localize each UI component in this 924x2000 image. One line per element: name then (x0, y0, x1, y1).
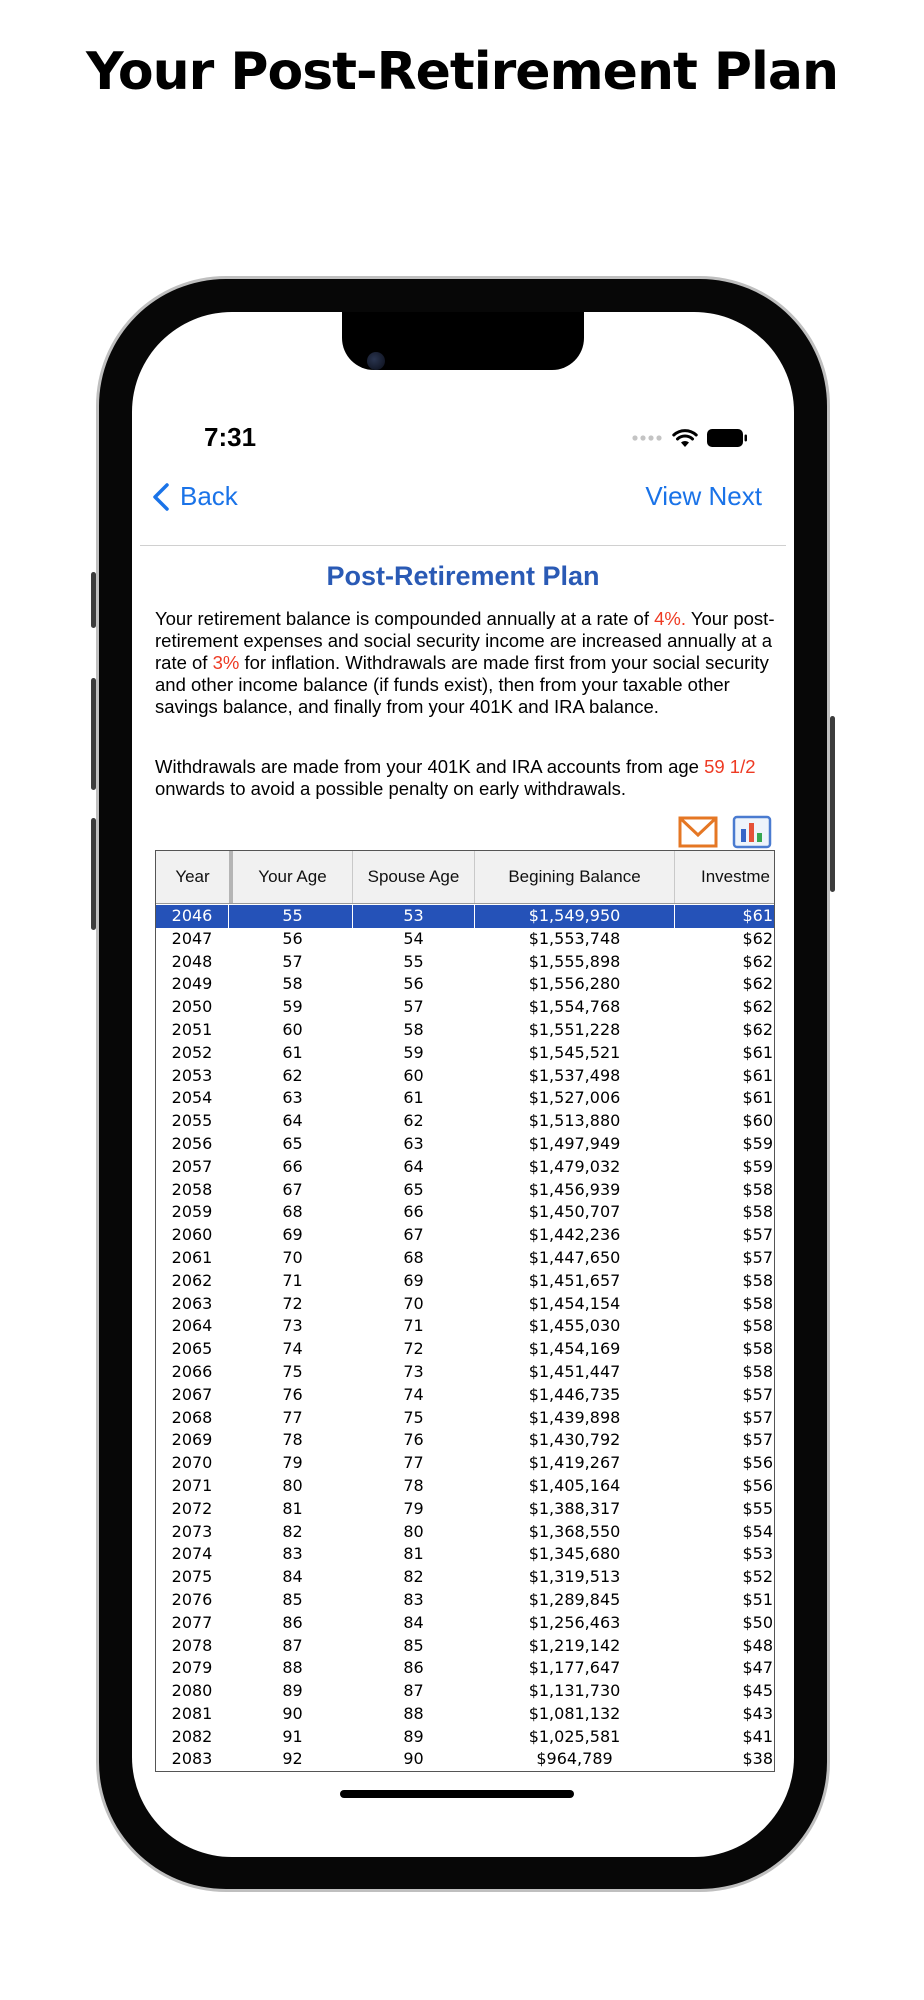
cell-investment: $62 (742, 974, 773, 994)
cell-spouse-age: 81 (403, 1544, 424, 1564)
table-row[interactable] (156, 1726, 775, 1749)
cell-investment: $57 (742, 1384, 773, 1404)
cell-year: 2056 (171, 1133, 213, 1153)
table-row[interactable] (156, 1224, 775, 1247)
table-row[interactable] (156, 1498, 775, 1521)
table-row[interactable] (156, 1543, 775, 1566)
table-row[interactable] (156, 973, 775, 996)
cell-investment: $51 (742, 1589, 773, 1609)
cell-year: 2054 (171, 1088, 213, 1108)
table-row[interactable] (156, 1452, 775, 1475)
cell-year: 2070 (171, 1453, 213, 1473)
cell-spouse-age: 85 (403, 1635, 424, 1655)
cell-year: 2055 (171, 1111, 213, 1131)
cell-spouse-age: 59 (403, 1042, 424, 1062)
cell-year: 2082 (171, 1726, 213, 1746)
cell-investment: $58 (742, 1339, 773, 1359)
cell-investment: $41 (742, 1726, 773, 1746)
cell-beginning-balance: $1,454,169 (528, 1339, 621, 1359)
power-button (830, 716, 835, 892)
cell-beginning-balance: $1,549,950 (475, 905, 675, 928)
chevron-left-icon (152, 483, 170, 511)
cell-investment: $58 (742, 1202, 773, 1222)
back-button[interactable] (152, 481, 238, 512)
description-text: for inflation. Withdrawals are made first from your social security and other income balance (if funds exist), then from your taxable other savings balance, and finally from your 401K and IRA balance. (155, 652, 769, 717)
cell-your-age: 78 (282, 1430, 303, 1450)
cell-your-age: 77 (282, 1407, 303, 1427)
cell-spouse-age: 71 (403, 1316, 424, 1336)
cell-investment: $58 (742, 1179, 773, 1199)
cell-beginning-balance: $1,554,768 (528, 997, 621, 1017)
cell-beginning-balance: $1,419,267 (528, 1453, 621, 1473)
cell-investment: $50 (742, 1612, 773, 1632)
cell-spouse-age: 67 (403, 1225, 424, 1245)
cell-spouse-age: 61 (403, 1088, 424, 1108)
cell-spouse-age: 88 (403, 1703, 424, 1723)
table-row[interactable] (156, 1065, 775, 1088)
cell-spouse-age: 53 (353, 905, 475, 928)
table-row[interactable] (156, 1635, 775, 1658)
table-row[interactable] (156, 1384, 775, 1407)
withdrawal-text: Withdrawals are made from your 401K and IRA accounts from age (155, 756, 705, 777)
cell-your-age: 70 (282, 1247, 303, 1267)
cell-investment: $58 (742, 1270, 773, 1290)
cell-your-age: 60 (282, 1019, 303, 1039)
cell-your-age: 69 (282, 1225, 303, 1245)
cell-spouse-age: 80 (403, 1521, 424, 1541)
battery-icon (706, 428, 748, 448)
cell-year: 2076 (171, 1589, 213, 1609)
cell-year: 2077 (171, 1612, 213, 1632)
cell-your-age: 90 (282, 1703, 303, 1723)
cell-beginning-balance: $1,442,236 (528, 1225, 621, 1245)
cell-spouse-age: 79 (403, 1498, 424, 1518)
cell-your-age: 73 (282, 1316, 303, 1336)
cell-spouse-age: 76 (403, 1430, 424, 1450)
column-header-year[interactable]: Year (156, 851, 230, 903)
cell-beginning-balance: $1,454,154 (528, 1293, 621, 1313)
cell-spouse-age: 64 (403, 1156, 424, 1176)
cell-beginning-balance: $1,446,735 (528, 1384, 621, 1404)
cell-your-age: 79 (282, 1453, 303, 1473)
home-indicator[interactable] (340, 1790, 574, 1798)
page-title: Post-Retirement Plan (326, 561, 600, 591)
wifi-icon (672, 428, 698, 448)
cell-spouse-age: 83 (403, 1589, 424, 1609)
cell-your-age: 82 (282, 1521, 303, 1541)
cell-year: 2069 (171, 1430, 213, 1450)
table-body (156, 905, 775, 1771)
cell-your-age: 91 (282, 1726, 303, 1746)
cell-year: 2065 (171, 1339, 213, 1359)
cell-beginning-balance: $1,439,898 (528, 1407, 621, 1427)
cell-beginning-balance: $1,556,280 (528, 974, 621, 994)
cell-beginning-balance: $1,405,164 (528, 1475, 621, 1495)
cell-year: 2057 (171, 1156, 213, 1176)
chart-icon[interactable] (732, 815, 772, 849)
cell-investment: $61 (742, 1065, 773, 1085)
cell-investment: $61 (742, 1042, 773, 1062)
cell-investment: $59 (742, 1156, 773, 1176)
cell-investment: $61 (742, 1088, 773, 1108)
cell-year: 2078 (171, 1635, 213, 1655)
cell-your-age: 66 (282, 1156, 303, 1176)
table-row[interactable] (156, 1612, 775, 1635)
cell-beginning-balance: $1,081,132 (528, 1703, 621, 1723)
table-row[interactable] (156, 1338, 775, 1361)
cell-investment: $55 (742, 1498, 773, 1518)
cell-investment: $43 (742, 1703, 773, 1723)
cell-investment: $62 (742, 951, 773, 971)
cell-investment: $62 (742, 1019, 773, 1039)
cell-beginning-balance: $1,025,581 (528, 1726, 621, 1746)
cell-spouse-age: 62 (403, 1111, 424, 1131)
cell-year: 2074 (171, 1544, 213, 1564)
cell-spouse-age: 86 (403, 1658, 424, 1678)
signal-dots-icon (632, 434, 664, 442)
cell-spouse-age: 69 (403, 1270, 424, 1290)
table-row[interactable] (156, 1361, 775, 1384)
cell-investment: $57 (742, 1407, 773, 1427)
cell-beginning-balance: $1,131,730 (528, 1681, 621, 1701)
cell-beginning-balance: $1,456,939 (528, 1179, 621, 1199)
cell-spouse-age: 56 (403, 974, 424, 994)
cell-beginning-balance: $1,450,707 (528, 1202, 621, 1222)
cell-investment: $54 (742, 1521, 773, 1541)
cell-spouse-age: 68 (403, 1247, 424, 1267)
description-paragraph (155, 608, 775, 718)
cell-spouse-age: 73 (403, 1361, 424, 1381)
cell-beginning-balance: $1,388,317 (528, 1498, 621, 1518)
cell-your-age: 74 (282, 1339, 303, 1359)
cell-year: 2063 (171, 1293, 213, 1313)
cell-investment: $47 (742, 1658, 773, 1678)
cell-your-age: 55 (233, 905, 353, 928)
cell-investment: $45 (742, 1681, 773, 1701)
cell-year: 2060 (171, 1225, 213, 1245)
cell-spouse-age: 77 (403, 1453, 424, 1473)
cell-investment: $52 (742, 1567, 773, 1587)
cell-your-age: 86 (282, 1612, 303, 1632)
table-row[interactable] (156, 1110, 775, 1133)
cell-year: 2053 (171, 1065, 213, 1085)
description-text: Your post-retirement expenses and social security income are increased annually at a rate of (155, 608, 775, 673)
cell-investment: $38 (742, 1749, 773, 1769)
cell-year: 2067 (171, 1384, 213, 1404)
table-row[interactable] (156, 1680, 775, 1703)
cell-investment: $58 (742, 1361, 773, 1381)
cell-beginning-balance: $1,513,880 (528, 1111, 621, 1131)
cell-year: 2072 (171, 1498, 213, 1518)
cell-investment: $57 (742, 1225, 773, 1245)
cell-investment: $62 (742, 928, 773, 948)
phone-screen (132, 312, 794, 1857)
table-row[interactable] (156, 1407, 775, 1430)
cell-spouse-age: 87 (403, 1681, 424, 1701)
cell-investment: $57 (742, 1247, 773, 1267)
view-next-button[interactable]: View Next (645, 481, 762, 511)
cell-investment: $59 (742, 1133, 773, 1153)
cell-spouse-age: 65 (403, 1179, 424, 1199)
cell-investment: $56 (742, 1475, 773, 1495)
cell-your-age: 67 (282, 1179, 303, 1199)
cell-investment: $58 (742, 1293, 773, 1313)
cell-your-age: 71 (282, 1270, 303, 1290)
cell-spouse-age: 66 (403, 1202, 424, 1222)
cell-beginning-balance: $1,430,792 (528, 1430, 621, 1450)
cell-investment: $57 (742, 1430, 773, 1450)
cell-beginning-balance: $1,479,032 (528, 1156, 621, 1176)
back-button-label: Back (180, 481, 238, 511)
table-row[interactable] (156, 1156, 775, 1179)
inflation-rate: 3% (212, 652, 240, 673)
cell-your-age: 92 (282, 1749, 303, 1769)
cell-spouse-age: 70 (403, 1293, 424, 1313)
cell-beginning-balance: $1,345,680 (528, 1544, 621, 1564)
cell-beginning-balance: $1,319,513 (528, 1567, 621, 1587)
withdrawal-text: onwards to avoid a possible penalty on early withdrawals. (155, 778, 626, 799)
table-row[interactable] (156, 951, 775, 974)
column-header-investment[interactable]: Investme (701, 867, 770, 886)
cell-investment: $53 (742, 1544, 773, 1564)
table-row[interactable] (156, 1201, 775, 1224)
cell-year: 2066 (171, 1361, 213, 1381)
withdrawal-age: 59 1/2 (704, 756, 756, 777)
cell-beginning-balance: $1,256,463 (528, 1612, 621, 1632)
cell-beginning-balance: $1,289,845 (528, 1589, 621, 1609)
table-row[interactable] (156, 1703, 775, 1726)
cell-your-age: 68 (282, 1202, 303, 1222)
column-header-beginning-balance[interactable]: Begining Balance (475, 851, 675, 903)
cell-your-age: 85 (282, 1589, 303, 1609)
interest-rate: 4%. (654, 608, 687, 629)
cell-beginning-balance: $1,527,006 (528, 1088, 621, 1108)
cell-beginning-balance: $1,219,142 (528, 1635, 621, 1655)
cell-beginning-balance: $1,497,949 (528, 1133, 621, 1153)
cell-your-age: 81 (282, 1498, 303, 1518)
cell-your-age: 63 (282, 1088, 303, 1108)
cell-your-age: 84 (282, 1567, 303, 1587)
cell-year: 2080 (171, 1681, 213, 1701)
cell-spouse-age: 75 (403, 1407, 424, 1427)
cell-your-age: 62 (282, 1065, 303, 1085)
table-row[interactable] (156, 1748, 775, 1771)
cell-your-age: 56 (282, 928, 303, 948)
table-row[interactable] (156, 1270, 775, 1293)
phone-frame (96, 276, 830, 1892)
cell-beginning-balance: $1,555,898 (528, 951, 621, 971)
cell-your-age: 59 (282, 997, 303, 1017)
cell-investment: $60 (742, 1111, 773, 1131)
cell-investment: $56 (742, 1453, 773, 1473)
status-icons (632, 426, 748, 450)
cell-year: 2059 (171, 1202, 213, 1222)
cell-spouse-age: 82 (403, 1567, 424, 1587)
column-header-your-age[interactable]: Your Age (233, 851, 353, 903)
cell-investment: $58 (742, 1316, 773, 1336)
column-header-spouse-age[interactable]: Spouse Age (353, 851, 475, 903)
cell-year: 2052 (171, 1042, 213, 1062)
cell-year: 2083 (171, 1749, 213, 1769)
cell-year: 2081 (171, 1703, 213, 1723)
cell-your-age: 88 (282, 1658, 303, 1678)
cell-spouse-age: 54 (403, 928, 424, 948)
cell-year: 2071 (171, 1475, 213, 1495)
navigation-bar (132, 467, 794, 527)
cell-year: 2075 (171, 1567, 213, 1587)
cell-year: 2049 (171, 974, 213, 994)
cell-year: 2062 (171, 1270, 213, 1290)
cell-your-age: 75 (282, 1361, 303, 1381)
cell-year: 2047 (171, 928, 213, 948)
front-camera (367, 352, 385, 370)
cell-spouse-age: 55 (403, 951, 424, 971)
table-row[interactable] (156, 905, 775, 928)
cell-spouse-age: 60 (403, 1065, 424, 1085)
table-row[interactable] (156, 1087, 775, 1110)
cell-spouse-age: 84 (403, 1612, 424, 1632)
cell-your-age: 58 (282, 974, 303, 994)
cell-year: 2051 (171, 1019, 213, 1039)
cell-investment: $61 (742, 906, 773, 925)
cell-year: 2050 (171, 997, 213, 1017)
table-row[interactable] (156, 1589, 775, 1612)
table-row[interactable] (156, 1315, 775, 1338)
cell-spouse-age: 74 (403, 1384, 424, 1404)
cell-beginning-balance: $1,451,657 (528, 1270, 621, 1290)
cell-your-age: 76 (282, 1384, 303, 1404)
cell-your-age: 83 (282, 1544, 303, 1564)
table-row[interactable] (156, 1042, 775, 1065)
cell-beginning-balance: $964,789 (536, 1749, 613, 1769)
cell-beginning-balance: $1,451,447 (528, 1361, 621, 1381)
table-row[interactable] (156, 1179, 775, 1202)
cell-year: 2061 (171, 1247, 213, 1267)
cell-spouse-age: 58 (403, 1019, 424, 1039)
description-text: Your retirement balance is compounded annually at a rate of (155, 608, 655, 629)
table-row[interactable] (156, 1133, 775, 1156)
table-row[interactable] (156, 1293, 775, 1316)
cell-year: 2068 (171, 1407, 213, 1427)
cell-your-age: 65 (282, 1133, 303, 1153)
cell-year: 2058 (171, 1179, 213, 1199)
table-row[interactable] (156, 1566, 775, 1589)
cell-beginning-balance: $1,177,647 (528, 1658, 621, 1678)
cell-investment: $62 (742, 997, 773, 1017)
cell-beginning-balance: $1,551,228 (528, 1019, 621, 1039)
cell-spouse-age: 78 (403, 1475, 424, 1495)
table-row[interactable] (156, 996, 775, 1019)
table-row[interactable] (156, 928, 775, 951)
cell-beginning-balance: $1,447,650 (528, 1247, 621, 1267)
phone-bezel (99, 279, 827, 1889)
table-row[interactable] (156, 1521, 775, 1544)
status-time: 7:31 (204, 422, 257, 452)
table-row[interactable] (156, 1475, 775, 1498)
withdrawal-note (155, 756, 775, 800)
action-icons (678, 815, 772, 849)
mail-icon[interactable] (678, 815, 718, 849)
cell-beginning-balance: $1,545,521 (528, 1042, 621, 1062)
cell-spouse-age: 90 (403, 1749, 424, 1769)
table-header (156, 851, 775, 904)
cell-your-age: 87 (282, 1635, 303, 1655)
table-row[interactable] (156, 1429, 775, 1452)
cell-spouse-age: 72 (403, 1339, 424, 1359)
cell-year: 2048 (171, 951, 213, 971)
cell-year: 2046 (156, 905, 229, 928)
nav-divider (140, 545, 786, 546)
cell-spouse-age: 89 (403, 1726, 424, 1746)
table-row[interactable] (156, 1019, 775, 1042)
cell-beginning-balance: $1,368,550 (528, 1521, 621, 1541)
cell-your-age: 89 (282, 1681, 303, 1701)
hero-title: Your Post-Retirement Plan (86, 42, 838, 102)
cell-your-age: 64 (282, 1111, 303, 1131)
cell-spouse-age: 63 (403, 1133, 424, 1153)
table-row[interactable] (156, 1657, 775, 1680)
cell-your-age: 57 (282, 951, 303, 971)
cell-year: 2073 (171, 1521, 213, 1541)
cell-beginning-balance: $1,537,498 (528, 1065, 621, 1085)
cell-investment: $48 (742, 1635, 773, 1655)
cell-year: 2079 (171, 1658, 213, 1678)
cell-your-age: 61 (282, 1042, 303, 1062)
retirement-table[interactable] (155, 850, 775, 1772)
cell-year: 2064 (171, 1316, 213, 1336)
cell-beginning-balance: $1,455,030 (528, 1316, 621, 1336)
cell-your-age: 80 (282, 1475, 303, 1495)
cell-spouse-age: 57 (403, 997, 424, 1017)
cell-beginning-balance: $1,553,748 (528, 928, 621, 948)
cell-your-age: 72 (282, 1293, 303, 1313)
table-row[interactable] (156, 1247, 775, 1270)
